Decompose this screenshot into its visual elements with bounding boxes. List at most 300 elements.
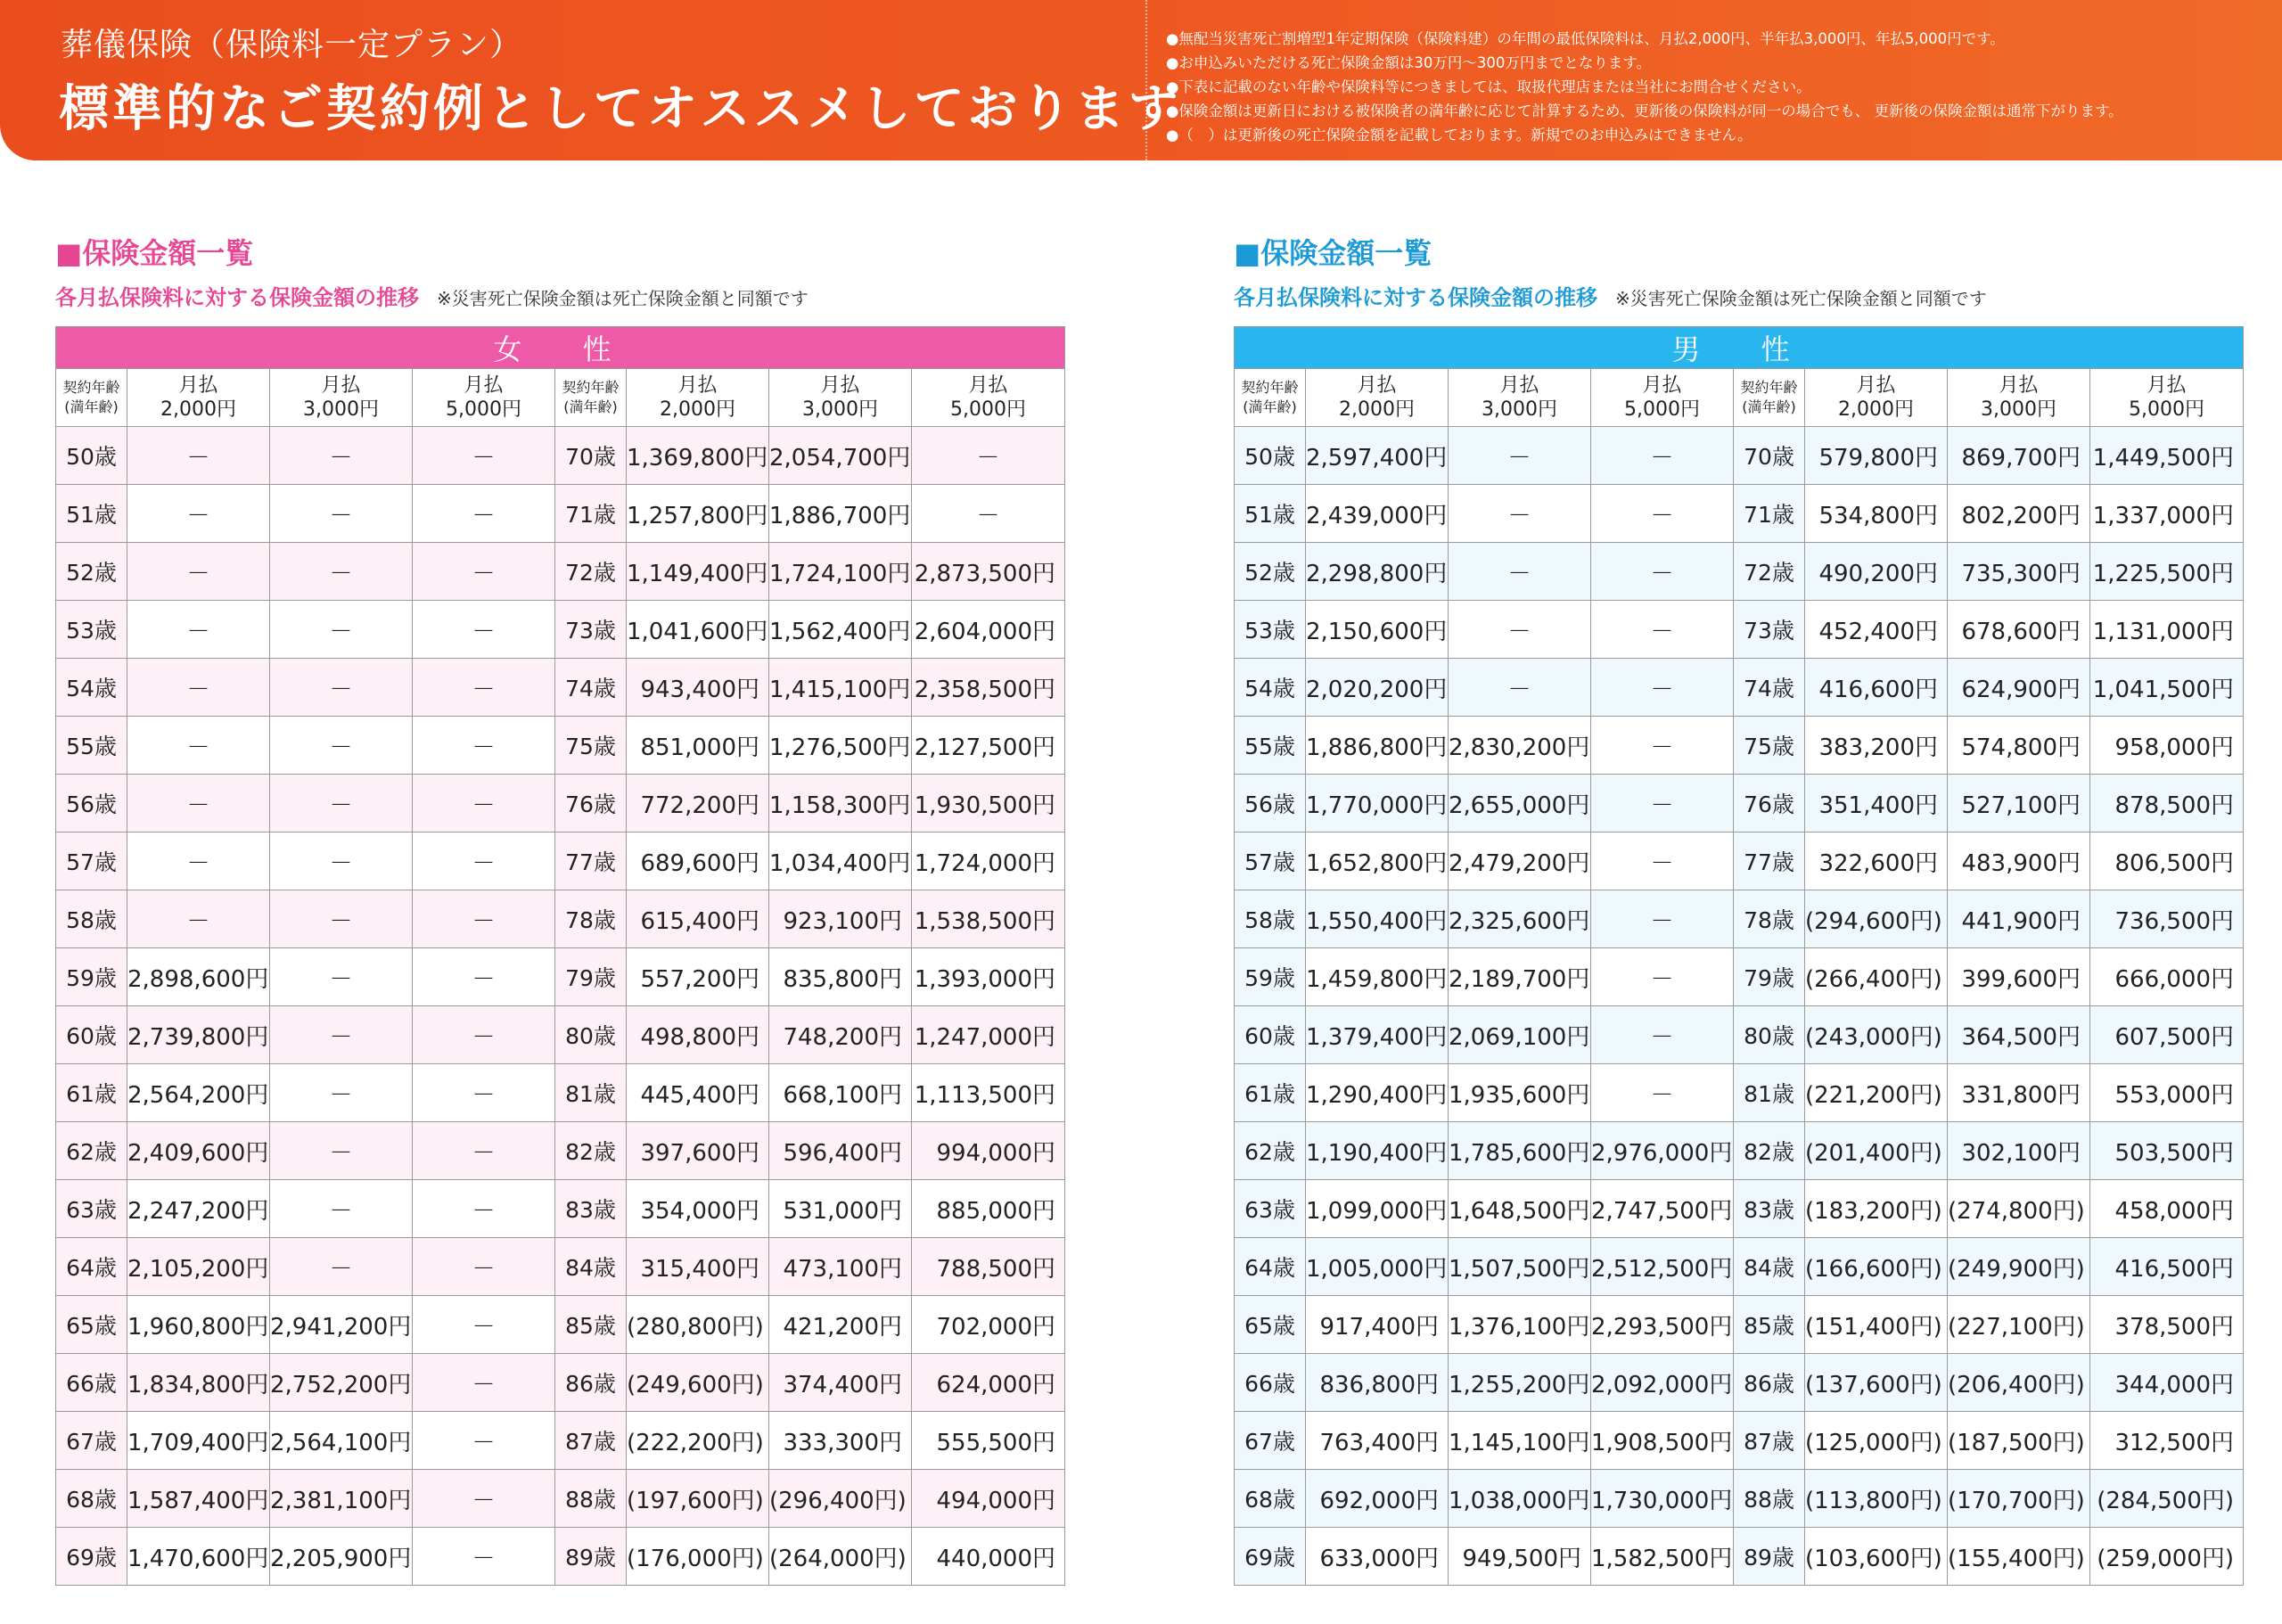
- amount-cell: 2,564,100円: [270, 1412, 413, 1470]
- amount-cell: 2,604,000円: [912, 601, 1065, 659]
- section-title: ■保険金額一覧: [1234, 236, 1432, 270]
- amount-cell: 2,409,600円: [127, 1122, 270, 1180]
- age-cell: 67歳: [56, 1412, 127, 1470]
- table-row: [56, 1064, 1065, 1122]
- age-cell: 70歳: [1734, 427, 1805, 485]
- amount-cell: 2,381,100円: [270, 1470, 413, 1528]
- amount-cell: －: [127, 543, 270, 601]
- table-row: [1235, 890, 2244, 948]
- amount-cell: 483,900円: [1948, 833, 2090, 890]
- female-section: [55, 234, 1064, 1586]
- age-cell: 78歳: [555, 890, 627, 948]
- premium-column-header: 月払 3,000円: [270, 369, 413, 427]
- amount-cell: 1,005,000円: [1306, 1238, 1449, 1296]
- amount-cell: 1,770,000円: [1306, 775, 1449, 833]
- table-row: [56, 948, 1065, 1006]
- table-title-row: [56, 327, 1065, 369]
- amount-cell: －: [127, 659, 270, 717]
- amount-cell: －: [127, 717, 270, 775]
- amount-cell: 2,247,200円: [127, 1180, 270, 1238]
- amount-cell: 633,000円: [1306, 1528, 1449, 1586]
- table-row: [1235, 543, 2244, 601]
- amount-cell: 2,325,600円: [1449, 890, 1591, 948]
- table-row: [56, 1528, 1065, 1586]
- amount-cell: 1,550,400円: [1306, 890, 1449, 948]
- table-row: [56, 1470, 1065, 1528]
- premium-column-header: 月払 5,000円: [912, 369, 1065, 427]
- table-row: [56, 1412, 1065, 1470]
- amount-cell: 2,830,200円: [1449, 717, 1591, 775]
- amount-cell: －: [413, 1238, 555, 1296]
- amount-cell: 702,000円: [912, 1296, 1065, 1354]
- amount-cell: 2,205,900円: [270, 1528, 413, 1586]
- note-line: ●（ ）は更新後の死亡保険金額を記載しております。新規でのお申込みはできません。: [1166, 127, 1753, 144]
- age-cell: 79歳: [1734, 948, 1805, 1006]
- amount-cell: 312,500円: [2090, 1412, 2244, 1470]
- amount-cell: 1,099,000円: [1306, 1180, 1449, 1238]
- age-cell: 70歳: [555, 427, 627, 485]
- amount-cell: －: [1449, 543, 1591, 601]
- table-row: [1235, 485, 2244, 543]
- table-row: [1235, 1122, 2244, 1180]
- amount-cell: (206,400円): [1948, 1354, 2090, 1412]
- amount-cell: (166,600円): [1805, 1238, 1948, 1296]
- female-table: [55, 326, 1065, 1586]
- amount-cell: 1,930,500円: [912, 775, 1065, 833]
- premium-column-header: 月払 2,000円: [627, 369, 769, 427]
- amount-cell: 806,500円: [2090, 833, 2244, 890]
- age-cell: 54歳: [1235, 659, 1306, 717]
- amount-cell: －: [413, 1528, 555, 1586]
- amount-cell: 949,500円: [1449, 1528, 1591, 1586]
- amount-cell: 1,908,500円: [1591, 1412, 1734, 1470]
- amount-cell: 1,648,500円: [1449, 1180, 1591, 1238]
- amount-cell: －: [270, 485, 413, 543]
- amount-cell: 1,149,400円: [627, 543, 769, 601]
- amount-cell: 851,000円: [627, 717, 769, 775]
- amount-cell: －: [270, 717, 413, 775]
- amount-cell: 441,900円: [1948, 890, 2090, 948]
- age-cell: 74歳: [555, 659, 627, 717]
- amount-cell: 2,189,700円: [1449, 948, 1591, 1006]
- amount-cell: －: [912, 427, 1065, 485]
- age-cell: 87歳: [1734, 1412, 1805, 1470]
- amount-cell: 374,400円: [769, 1354, 912, 1412]
- amount-cell: 1,960,800円: [127, 1296, 270, 1354]
- amount-cell: 1,507,500円: [1449, 1238, 1591, 1296]
- amount-cell: 1,225,500円: [2090, 543, 2244, 601]
- age-cell: 71歳: [555, 485, 627, 543]
- amount-cell: －: [1449, 659, 1591, 717]
- table-row: [56, 1122, 1065, 1180]
- age-cell: 63歳: [1235, 1180, 1306, 1238]
- amount-cell: －: [413, 1180, 555, 1238]
- age-cell: 76歳: [1734, 775, 1805, 833]
- amount-cell: 1,652,800円: [1306, 833, 1449, 890]
- amount-cell: 527,100円: [1948, 775, 2090, 833]
- table-row: [56, 1238, 1065, 1296]
- banner-title: 標準的なご契約例としてオススメしております: [59, 80, 1182, 138]
- age-cell: 74歳: [1734, 659, 1805, 717]
- amount-cell: 763,400円: [1306, 1412, 1449, 1470]
- amount-cell: －: [413, 775, 555, 833]
- amount-cell: 689,600円: [627, 833, 769, 890]
- table-row: [1235, 1006, 2244, 1064]
- amount-cell: 440,000円: [912, 1528, 1065, 1586]
- amount-cell: 574,800円: [1948, 717, 2090, 775]
- amount-cell: 885,000円: [912, 1180, 1065, 1238]
- age-column-header: 契約年齢 (満年齢): [1734, 369, 1805, 427]
- age-cell: 53歳: [1235, 601, 1306, 659]
- table-row: [56, 1180, 1065, 1238]
- amount-cell: 1,113,500円: [912, 1064, 1065, 1122]
- amount-cell: 557,200円: [627, 948, 769, 1006]
- amount-cell: 2,747,500円: [1591, 1180, 1734, 1238]
- amount-cell: 2,564,200円: [127, 1064, 270, 1122]
- age-cell: 58歳: [56, 890, 127, 948]
- amount-cell: 1,730,000円: [1591, 1470, 1734, 1528]
- amount-cell: 958,000円: [2090, 717, 2244, 775]
- amount-cell: －: [1591, 775, 1734, 833]
- amount-cell: 668,100円: [769, 1064, 912, 1122]
- amount-cell: 1,337,000円: [2090, 485, 2244, 543]
- note-line: ●お申込みいただける死亡保険金額は30万円～300万円までとなります。: [1166, 54, 1652, 71]
- amount-cell: 835,800円: [769, 948, 912, 1006]
- amount-cell: (266,400円): [1805, 948, 1948, 1006]
- banner-subtitle: 葬儀保険（保険料一定プラン）: [61, 27, 523, 63]
- amount-cell: 1,041,500円: [2090, 659, 2244, 717]
- table-row: [1235, 1528, 2244, 1586]
- amount-cell: －: [1591, 948, 1734, 1006]
- amount-cell: (125,000円): [1805, 1412, 1948, 1470]
- amount-cell: 1,449,500円: [2090, 427, 2244, 485]
- table-row: [56, 833, 1065, 890]
- section-title: ■保険金額一覧: [55, 236, 254, 270]
- amount-cell: (187,500円): [1948, 1412, 2090, 1470]
- amount-cell: 596,400円: [769, 1122, 912, 1180]
- amount-cell: －: [413, 1006, 555, 1064]
- amount-cell: －: [270, 427, 413, 485]
- age-cell: 73歳: [555, 601, 627, 659]
- table-row: [56, 1354, 1065, 1412]
- table-row: [56, 485, 1065, 543]
- table-title: 男 性: [1235, 327, 2244, 369]
- amount-cell: 1,724,000円: [912, 833, 1065, 890]
- premium-column-header: 月払 5,000円: [413, 369, 555, 427]
- age-cell: 64歳: [1235, 1238, 1306, 1296]
- premium-column-header: 月払 3,000円: [1449, 369, 1591, 427]
- amount-cell: －: [413, 543, 555, 601]
- age-cell: 69歳: [1235, 1528, 1306, 1586]
- age-cell: 63歳: [56, 1180, 127, 1238]
- amount-cell: －: [413, 717, 555, 775]
- amount-cell: 624,900円: [1948, 659, 2090, 717]
- amount-cell: －: [270, 833, 413, 890]
- amount-cell: －: [127, 485, 270, 543]
- amount-cell: 354,000円: [627, 1180, 769, 1238]
- amount-cell: 1,290,400円: [1306, 1064, 1449, 1122]
- amount-cell: (284,500円): [2090, 1470, 2244, 1528]
- age-cell: 52歳: [1235, 543, 1306, 601]
- table-row: [1235, 948, 2244, 1006]
- amount-cell: 302,100円: [1948, 1122, 2090, 1180]
- age-cell: 66歳: [56, 1354, 127, 1412]
- age-cell: 82歳: [1734, 1122, 1805, 1180]
- lead-note: ※災害死亡保険金額は死亡保険金額と同額です: [1615, 288, 1987, 309]
- amount-cell: 531,000円: [769, 1180, 912, 1238]
- amount-cell: 331,800円: [1948, 1064, 2090, 1122]
- amount-cell: －: [1591, 1064, 1734, 1122]
- age-cell: 81歳: [1734, 1064, 1805, 1122]
- lead-note: ※災害死亡保険金額は死亡保険金額と同額です: [437, 288, 809, 309]
- premium-column-header: 月払 2,000円: [127, 369, 270, 427]
- table-row: [56, 427, 1065, 485]
- amount-cell: －: [413, 485, 555, 543]
- amount-cell: 2,512,500円: [1591, 1238, 1734, 1296]
- amount-cell: 2,597,400円: [1306, 427, 1449, 485]
- age-cell: 65歳: [56, 1296, 127, 1354]
- age-cell: 86歳: [1734, 1354, 1805, 1412]
- amount-cell: (137,600円): [1805, 1354, 1948, 1412]
- table-row: [1235, 717, 2244, 775]
- age-cell: 50歳: [1235, 427, 1306, 485]
- amount-cell: (294,600円): [1805, 890, 1948, 948]
- amount-cell: (280,800円): [627, 1296, 769, 1354]
- section-lead: [55, 280, 1064, 316]
- amount-cell: 2,655,000円: [1449, 775, 1591, 833]
- amount-cell: 1,393,000円: [912, 948, 1065, 1006]
- age-cell: 85歳: [555, 1296, 627, 1354]
- amount-cell: 917,400円: [1306, 1296, 1449, 1354]
- amount-cell: 2,752,200円: [270, 1354, 413, 1412]
- note-line: ●無配当災害死亡割増型1年定期保険（保険料建）の年間の最低保険料は、月払2,000円、半年払3,000円、年払5,000円です。: [1166, 30, 2005, 47]
- amount-cell: 503,500円: [2090, 1122, 2244, 1180]
- header-banner: [0, 0, 2282, 160]
- amount-cell: 490,200円: [1805, 543, 1948, 601]
- amount-cell: 2,293,500円: [1591, 1296, 1734, 1354]
- amount-cell: －: [127, 833, 270, 890]
- table-row: [1235, 1064, 2244, 1122]
- table-row: [1235, 659, 2244, 717]
- amount-cell: 473,100円: [769, 1238, 912, 1296]
- amount-cell: 2,105,200円: [127, 1238, 270, 1296]
- amount-cell: 878,500円: [2090, 775, 2244, 833]
- lead-text: 各月払保険料に対する保険金額の推移: [55, 285, 419, 310]
- amount-cell: 772,200円: [627, 775, 769, 833]
- amount-cell: (296,400円): [769, 1470, 912, 1528]
- amount-cell: 2,358,500円: [912, 659, 1065, 717]
- male-table: [1234, 326, 2244, 1586]
- amount-cell: 2,739,800円: [127, 1006, 270, 1064]
- amount-cell: －: [270, 659, 413, 717]
- amount-cell: －: [413, 427, 555, 485]
- amount-cell: 397,600円: [627, 1122, 769, 1180]
- amount-cell: (249,900円): [1948, 1238, 2090, 1296]
- age-cell: 83歳: [555, 1180, 627, 1238]
- amount-cell: 421,200円: [769, 1296, 912, 1354]
- amount-cell: (103,600円): [1805, 1528, 1948, 1586]
- age-cell: 71歳: [1734, 485, 1805, 543]
- amount-cell: 1,255,200円: [1449, 1354, 1591, 1412]
- amount-cell: 2,873,500円: [912, 543, 1065, 601]
- age-cell: 82歳: [555, 1122, 627, 1180]
- lead-text: 各月払保険料に対する保険金額の推移: [1234, 285, 1597, 310]
- amount-cell: －: [127, 601, 270, 659]
- age-cell: 84歳: [555, 1238, 627, 1296]
- amount-cell: －: [127, 775, 270, 833]
- amount-cell: 1,886,700円: [769, 485, 912, 543]
- age-cell: 73歳: [1734, 601, 1805, 659]
- amount-cell: 1,724,100円: [769, 543, 912, 601]
- amount-cell: 836,800円: [1306, 1354, 1449, 1412]
- amount-cell: －: [270, 1064, 413, 1122]
- amount-cell: －: [1591, 485, 1734, 543]
- age-cell: 89歳: [555, 1528, 627, 1586]
- banner-notes: [1166, 27, 2262, 147]
- amount-cell: 315,400円: [627, 1238, 769, 1296]
- amount-cell: －: [413, 890, 555, 948]
- amount-cell: －: [270, 543, 413, 601]
- table-row: [1235, 1354, 2244, 1412]
- amount-cell: －: [127, 890, 270, 948]
- age-cell: 72歳: [1734, 543, 1805, 601]
- premium-column-header: 月払 3,000円: [1948, 369, 2090, 427]
- table-row: [1235, 601, 2244, 659]
- amount-cell: －: [1591, 833, 1734, 890]
- amount-cell: 333,300円: [769, 1412, 912, 1470]
- amount-cell: 788,500円: [912, 1238, 1065, 1296]
- age-cell: 89歳: [1734, 1528, 1805, 1586]
- premium-column-header: 月払 2,000円: [1306, 369, 1449, 427]
- amount-cell: －: [1591, 659, 1734, 717]
- amount-cell: 498,800円: [627, 1006, 769, 1064]
- amount-cell: －: [1449, 601, 1591, 659]
- amount-cell: 579,800円: [1805, 427, 1948, 485]
- amount-cell: 1,190,400円: [1306, 1122, 1449, 1180]
- amount-cell: (243,000円): [1805, 1006, 1948, 1064]
- table-row: [56, 1006, 1065, 1064]
- amount-cell: 2,020,200円: [1306, 659, 1449, 717]
- table-row: [1235, 1180, 2244, 1238]
- age-cell: 55歳: [56, 717, 127, 775]
- age-cell: 86歳: [555, 1354, 627, 1412]
- amount-cell: 322,600円: [1805, 833, 1948, 890]
- age-column-header: 契約年齢 (満年齢): [1235, 369, 1306, 427]
- amount-cell: 2,439,000円: [1306, 485, 1449, 543]
- age-cell: 59歳: [56, 948, 127, 1006]
- age-cell: 80歳: [555, 1006, 627, 1064]
- amount-cell: (274,800円): [1948, 1180, 2090, 1238]
- amount-cell: －: [270, 890, 413, 948]
- amount-cell: 344,000円: [2090, 1354, 2244, 1412]
- amount-cell: －: [1449, 427, 1591, 485]
- table-row: [1235, 1238, 2244, 1296]
- amount-cell: －: [270, 948, 413, 1006]
- age-cell: 62歳: [1235, 1122, 1306, 1180]
- age-cell: 67歳: [1235, 1412, 1306, 1470]
- table-row: [56, 717, 1065, 775]
- age-cell: 60歳: [56, 1006, 127, 1064]
- amount-cell: 2,092,000円: [1591, 1354, 1734, 1412]
- amount-cell: 1,034,400円: [769, 833, 912, 890]
- amount-cell: －: [413, 1354, 555, 1412]
- amount-cell: －: [912, 485, 1065, 543]
- column-header-row: [56, 369, 1065, 427]
- amount-cell: 351,400円: [1805, 775, 1948, 833]
- age-cell: 51歳: [56, 485, 127, 543]
- premium-column-header: 月払 5,000円: [2090, 369, 2244, 427]
- age-cell: 77歳: [1734, 833, 1805, 890]
- column-header-row: [1235, 369, 2244, 427]
- amount-cell: 1,038,000円: [1449, 1470, 1591, 1528]
- amount-cell: 1,131,000円: [2090, 601, 2244, 659]
- age-cell: 69歳: [56, 1528, 127, 1586]
- amount-cell: －: [413, 1412, 555, 1470]
- premium-column-header: 月払 2,000円: [1805, 369, 1948, 427]
- age-cell: 78歳: [1734, 890, 1805, 948]
- amount-cell: 555,500円: [912, 1412, 1065, 1470]
- age-cell: 50歳: [56, 427, 127, 485]
- amount-cell: 1,247,000円: [912, 1006, 1065, 1064]
- age-cell: 65歳: [1235, 1296, 1306, 1354]
- note-line: ●下表に記載のない年齢や保険料等につきましては、取扱代理店または当社にお問合せください。: [1166, 78, 1811, 95]
- amount-cell: 2,150,600円: [1306, 601, 1449, 659]
- amount-cell: 1,834,800円: [127, 1354, 270, 1412]
- premium-column-header: 月払 3,000円: [769, 369, 912, 427]
- table-row: [56, 775, 1065, 833]
- male-section: [1234, 234, 2243, 1586]
- amount-cell: －: [270, 1122, 413, 1180]
- amount-cell: －: [413, 1296, 555, 1354]
- age-cell: 61歳: [56, 1064, 127, 1122]
- amount-cell: 1,257,800円: [627, 485, 769, 543]
- amount-cell: (259,000円): [2090, 1528, 2244, 1586]
- age-cell: 88歳: [1734, 1470, 1805, 1528]
- amount-cell: 494,000円: [912, 1470, 1065, 1528]
- amount-cell: 378,500円: [2090, 1296, 2244, 1354]
- amount-cell: 624,000円: [912, 1354, 1065, 1412]
- amount-cell: －: [1449, 485, 1591, 543]
- amount-cell: 666,000円: [2090, 948, 2244, 1006]
- table-row: [56, 1296, 1065, 1354]
- age-cell: 56歳: [1235, 775, 1306, 833]
- age-cell: 66歳: [1235, 1354, 1306, 1412]
- amount-cell: －: [270, 775, 413, 833]
- age-cell: 85歳: [1734, 1296, 1805, 1354]
- amount-cell: 1,459,800円: [1306, 948, 1449, 1006]
- amount-cell: 2,054,700円: [769, 427, 912, 485]
- table-title-row: [1235, 327, 2244, 369]
- amount-cell: 2,127,500円: [912, 717, 1065, 775]
- amount-cell: 943,400円: [627, 659, 769, 717]
- amount-cell: －: [1591, 601, 1734, 659]
- age-cell: 55歳: [1235, 717, 1306, 775]
- amount-cell: (183,200円): [1805, 1180, 1948, 1238]
- amount-cell: 553,000円: [2090, 1064, 2244, 1122]
- amount-cell: －: [413, 1122, 555, 1180]
- amount-cell: 2,976,000円: [1591, 1122, 1734, 1180]
- amount-cell: 692,000円: [1306, 1470, 1449, 1528]
- amount-cell: 615,400円: [627, 890, 769, 948]
- amount-cell: 1,158,300円: [769, 775, 912, 833]
- age-cell: 77歳: [555, 833, 627, 890]
- amount-cell: 994,000円: [912, 1122, 1065, 1180]
- table-row: [56, 659, 1065, 717]
- age-cell: 52歳: [56, 543, 127, 601]
- age-cell: 81歳: [555, 1064, 627, 1122]
- table-row: [1235, 1412, 2244, 1470]
- amount-cell: (155,400円): [1948, 1528, 2090, 1586]
